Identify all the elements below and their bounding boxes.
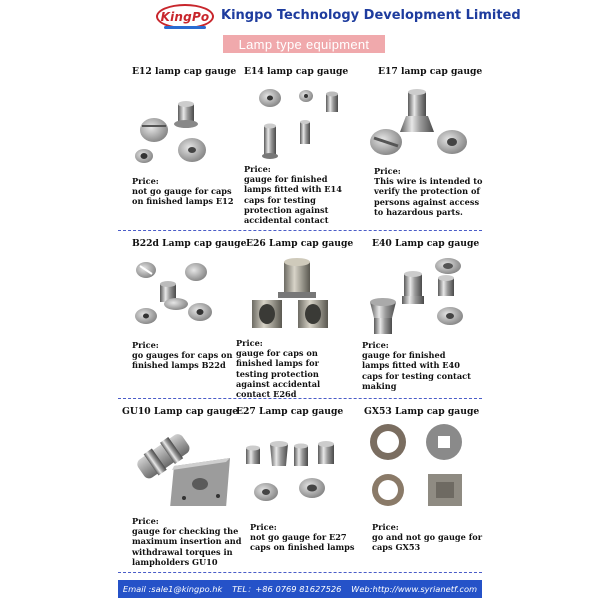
- product-card-b22d: [118, 232, 247, 396]
- product-card-e26: [236, 232, 356, 400]
- e27-gauge-image: [240, 422, 352, 506]
- footer-phone: TEL：+86 0769 81627526: [232, 584, 342, 594]
- product-title: E27 Lamp cap gauge: [236, 406, 344, 417]
- price-label: Price:: [132, 340, 159, 350]
- price-label: Price:: [362, 340, 389, 350]
- product-title: GX53 Lamp cap gauge: [364, 406, 480, 417]
- description-text: not go gauge for caps on finished lamps E12: [132, 186, 234, 207]
- footer-email[interactable]: Email :sale1@kingpo.hk: [122, 584, 223, 594]
- price-label: Price:: [372, 522, 399, 532]
- company-logo: [156, 4, 214, 29]
- description-text: go gauges for caps on finished lamps B22d: [132, 350, 233, 371]
- price-label: Price:: [374, 166, 401, 176]
- product-card-gu10: [118, 400, 242, 572]
- product-card-e17: [358, 60, 483, 228]
- product-description: [244, 164, 356, 225]
- description-text: go and not go gauge for caps GX53: [372, 532, 483, 553]
- logo-text: KingPo: [160, 9, 210, 24]
- product-description: [372, 522, 484, 553]
- product-card-e12: [118, 60, 238, 228]
- product-card-e27: [236, 400, 356, 572]
- description-text: not go gauge for E27 caps on finished lamps: [250, 532, 355, 553]
- product-title: E26 Lamp cap gauge: [246, 238, 354, 249]
- product-description: [250, 522, 362, 553]
- product-card-e40: [358, 232, 478, 396]
- product-description: [132, 340, 244, 371]
- e26-gauge-image: [240, 254, 352, 338]
- description-text: This wire is intended to verify the protection of persons against access to hazardous parts.: [374, 176, 483, 217]
- gu10-gauge-image: [122, 422, 234, 506]
- product-card-gx53: [358, 400, 483, 572]
- company-name: Kingpo Technology Development Limited: [221, 8, 521, 23]
- description-text: gauge for caps on finished lamps for testing protection against accidental contact E26d: [236, 348, 321, 400]
- e40-gauge-image: [362, 254, 474, 338]
- price-label: Price:: [250, 522, 277, 532]
- product-description: [236, 338, 348, 399]
- product-title: E17 lamp cap gauge: [378, 66, 483, 77]
- description-text: gauge for finished lamps fitted with E14 caps for testing protection against accidental contact: [244, 174, 342, 226]
- row-divider: [118, 572, 482, 573]
- e12-gauge-image: [122, 82, 234, 166]
- b22d-gauge-image: [122, 254, 234, 338]
- footer-website[interactable]: Web:http://www.syrianetf.com: [351, 584, 478, 594]
- e17-gauge-image: [362, 82, 474, 166]
- product-title: GU10 Lamp cap gauge: [122, 406, 239, 417]
- product-description: [132, 176, 244, 207]
- price-label: Price:: [244, 164, 271, 174]
- section-banner: [223, 35, 385, 53]
- product-card-e14: [236, 60, 356, 228]
- product-title: B22d Lamp cap gauge: [132, 238, 247, 249]
- description-text: gauge for checking the maximum insertion and withdrawal torques in lampholders GU10: [132, 526, 242, 567]
- product-title: E14 lamp cap gauge: [244, 66, 349, 77]
- product-title: E12 lamp cap gauge: [132, 66, 237, 77]
- product-description: [362, 340, 474, 391]
- description-text: gauge for finished lamps fitted with E40 caps for testing contact making: [362, 350, 471, 391]
- e14-gauge-image: [240, 82, 352, 166]
- price-label: Price:: [236, 338, 263, 348]
- price-label: Price:: [132, 516, 159, 526]
- product-title: E40 Lamp cap gauge: [372, 238, 480, 249]
- banner-text: Lamp type equipment: [238, 36, 370, 52]
- contact-footer: [118, 580, 482, 598]
- gx53-gauge-image: [362, 422, 474, 506]
- price-label: Price:: [132, 176, 159, 186]
- product-description: [374, 166, 486, 217]
- product-description: [132, 516, 244, 567]
- row-divider: [118, 230, 482, 231]
